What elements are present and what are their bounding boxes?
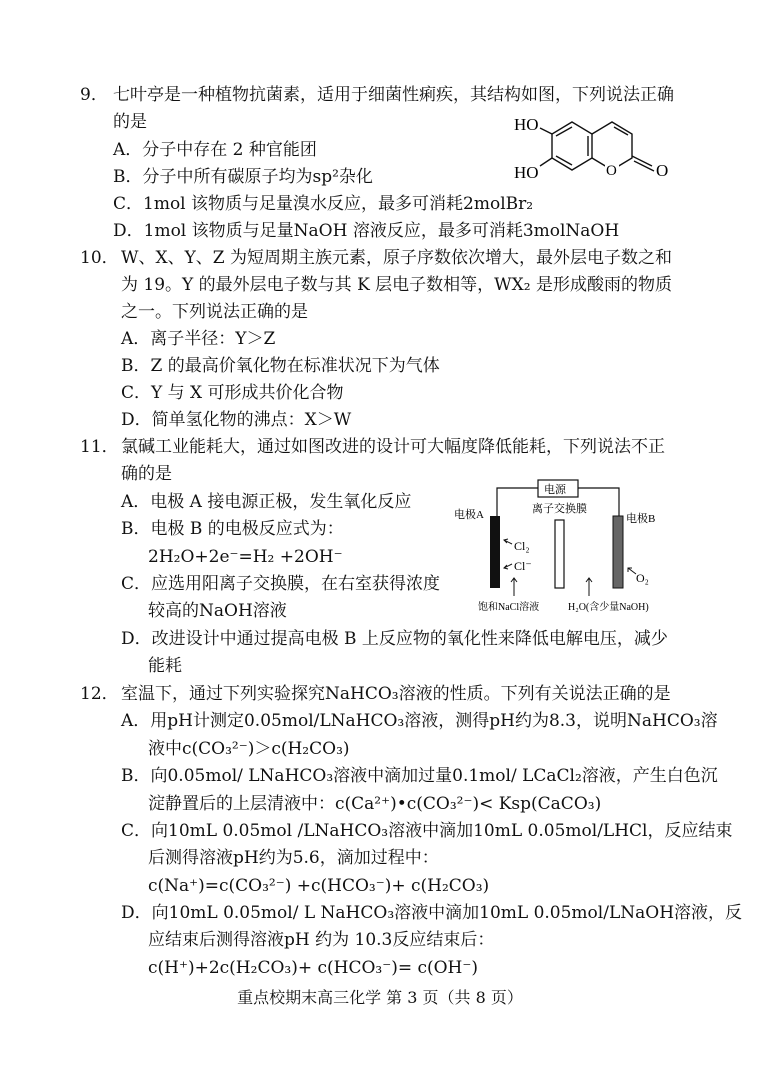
electrolysis-cell-diagram [452, 478, 682, 616]
o2-label: O₂ [636, 571, 649, 585]
question-number: 9． [80, 85, 108, 105]
option-b: B．向0.05mol/ LNaHCO₃溶液中滴加过量0.1mol/ LCaCl₂溶液，产生白色沉 [121, 766, 718, 786]
right-input-label: H₂O(含少量NaOH) [568, 602, 649, 613]
electrode-a [490, 516, 500, 588]
ho-bottom-label: HO [514, 163, 539, 182]
coumarin-structure-diagram [510, 108, 680, 188]
option-d: D．1mol 该物质与足量NaOH 溶液反应，最多可消耗3molNaOH [113, 221, 620, 241]
question-stem: 七叶亭是一种植物抗菌素，适用于细菌性痢疾，其结构如图，下列说法正确 [113, 85, 674, 105]
chloride-ion-label: Cl⁻ [514, 559, 532, 573]
option-d: 应结束后测得溶液pH 约为 10.3反应结束后： [148, 930, 495, 950]
question-stem: 之一。下列说法正确的是 [121, 302, 308, 322]
question-stem: W、X、Y、Z 为短周期主族元素，原子序数依次增大，最外层电子数之和 [121, 248, 673, 268]
option-b: B．电极 B 的电极反应式为： [121, 519, 344, 539]
power-source-label: 电源 [544, 484, 566, 496]
electrode-b-label: 电极B [626, 513, 656, 525]
electrode-a-label: 电极A [454, 509, 484, 521]
option-d: D．改进设计中通过提高电极 B 上反应物的氧化性来降低电解电压，减少 [121, 629, 668, 649]
question-stem: 为 19。Y 的最外层电子数与其 K 层电子数相等，WX₂ 是形成酸雨的物质 [121, 275, 672, 295]
question-number: 11． [80, 437, 119, 457]
option-d: D．向10mL 0.05mol/ L NaHCO₃溶液中滴加10mL 0.05mol/LNaOH溶液，反 [121, 903, 743, 923]
electrode-b [613, 516, 623, 588]
question-stem: 确的是 [121, 464, 172, 484]
cl2-label: Cl₂ [514, 539, 530, 553]
option-d: 能耗 [148, 656, 182, 676]
option-a: A．分子中存在 2 种官能团 [113, 140, 317, 160]
page-footer: 重点校期末高三化学 第 3 页（共 8 页） [237, 988, 523, 1007]
option-a: A．用pH计测定0.05mol/LNaHCO₃溶液，测得pH约为8.3，说明NaHCO₃溶 [121, 711, 718, 731]
question-number: 10． [80, 248, 119, 268]
option-c-equation: c(Na⁺)=c(CO₃²⁻) +c(HCO₃⁻)+ c(H₂CO₃) [148, 876, 490, 896]
option-a: A．离子半径：Y＞Z [121, 329, 276, 349]
option-a: A．电极 A 接电源正极，发生氧化反应 [121, 492, 412, 512]
option-c: 后测得溶液pH约为5.6，滴加过程中： [148, 848, 439, 868]
ring-oxygen-label: O [606, 163, 617, 179]
option-c: C．向10mL 0.05mol /LNaHCO₃溶液中滴加10mL 0.05mol/LHCl，反应结束 [121, 821, 733, 841]
option-c: C．1mol 该物质与足量溴水反应，最多可消耗2molBr₂ [113, 194, 534, 214]
option-d: D．简单氢化物的沸点：X＞W [121, 410, 352, 430]
option-b: B．分子中所有碳原子均为sp²杂化 [113, 167, 373, 187]
left-input-label: 饱和NaCl溶液 [478, 602, 540, 613]
option-c: C．Y 与 X 可形成共价化合物 [121, 383, 344, 403]
membrane-label: 离子交换膜 [532, 503, 587, 515]
ion-exchange-membrane [555, 520, 564, 588]
question-stem: 室温下，通过下列实验探究NaHCO₃溶液的性质。下列有关说法正确的是 [121, 684, 671, 704]
carbonyl-oxygen-label: O [656, 161, 669, 180]
option-c: C．应选用阳离子交换膜，在右室获得浓度 [121, 574, 441, 594]
option-b-equation: 2H₂O+2e⁻=H₂ +2OH⁻ [148, 547, 343, 567]
question-stem: 的是 [113, 112, 147, 132]
question-stem: 氯碱工业能耗大，通过如图改进的设计可大幅度降低能耗，下列说法不正 [121, 437, 665, 457]
question-number: 12． [80, 684, 119, 704]
option-a: 液中c(CO₃²⁻)＞c(H₂CO₃) [148, 739, 350, 759]
option-d-equation: c(H⁺)+2c(H₂CO₃)+ c(HCO₃⁻)= c(OH⁻) [148, 958, 478, 978]
ho-top-label: HO [514, 115, 539, 134]
option-b: 淀静置后的上层清液中：c(Ca²⁺)•c(CO₃²⁻)< Ksp(CaCO₃) [148, 794, 602, 814]
option-b: B．Z 的最高价氧化物在标准状况下为气体 [121, 356, 440, 376]
option-c: 较高的NaOH溶液 [148, 601, 287, 621]
